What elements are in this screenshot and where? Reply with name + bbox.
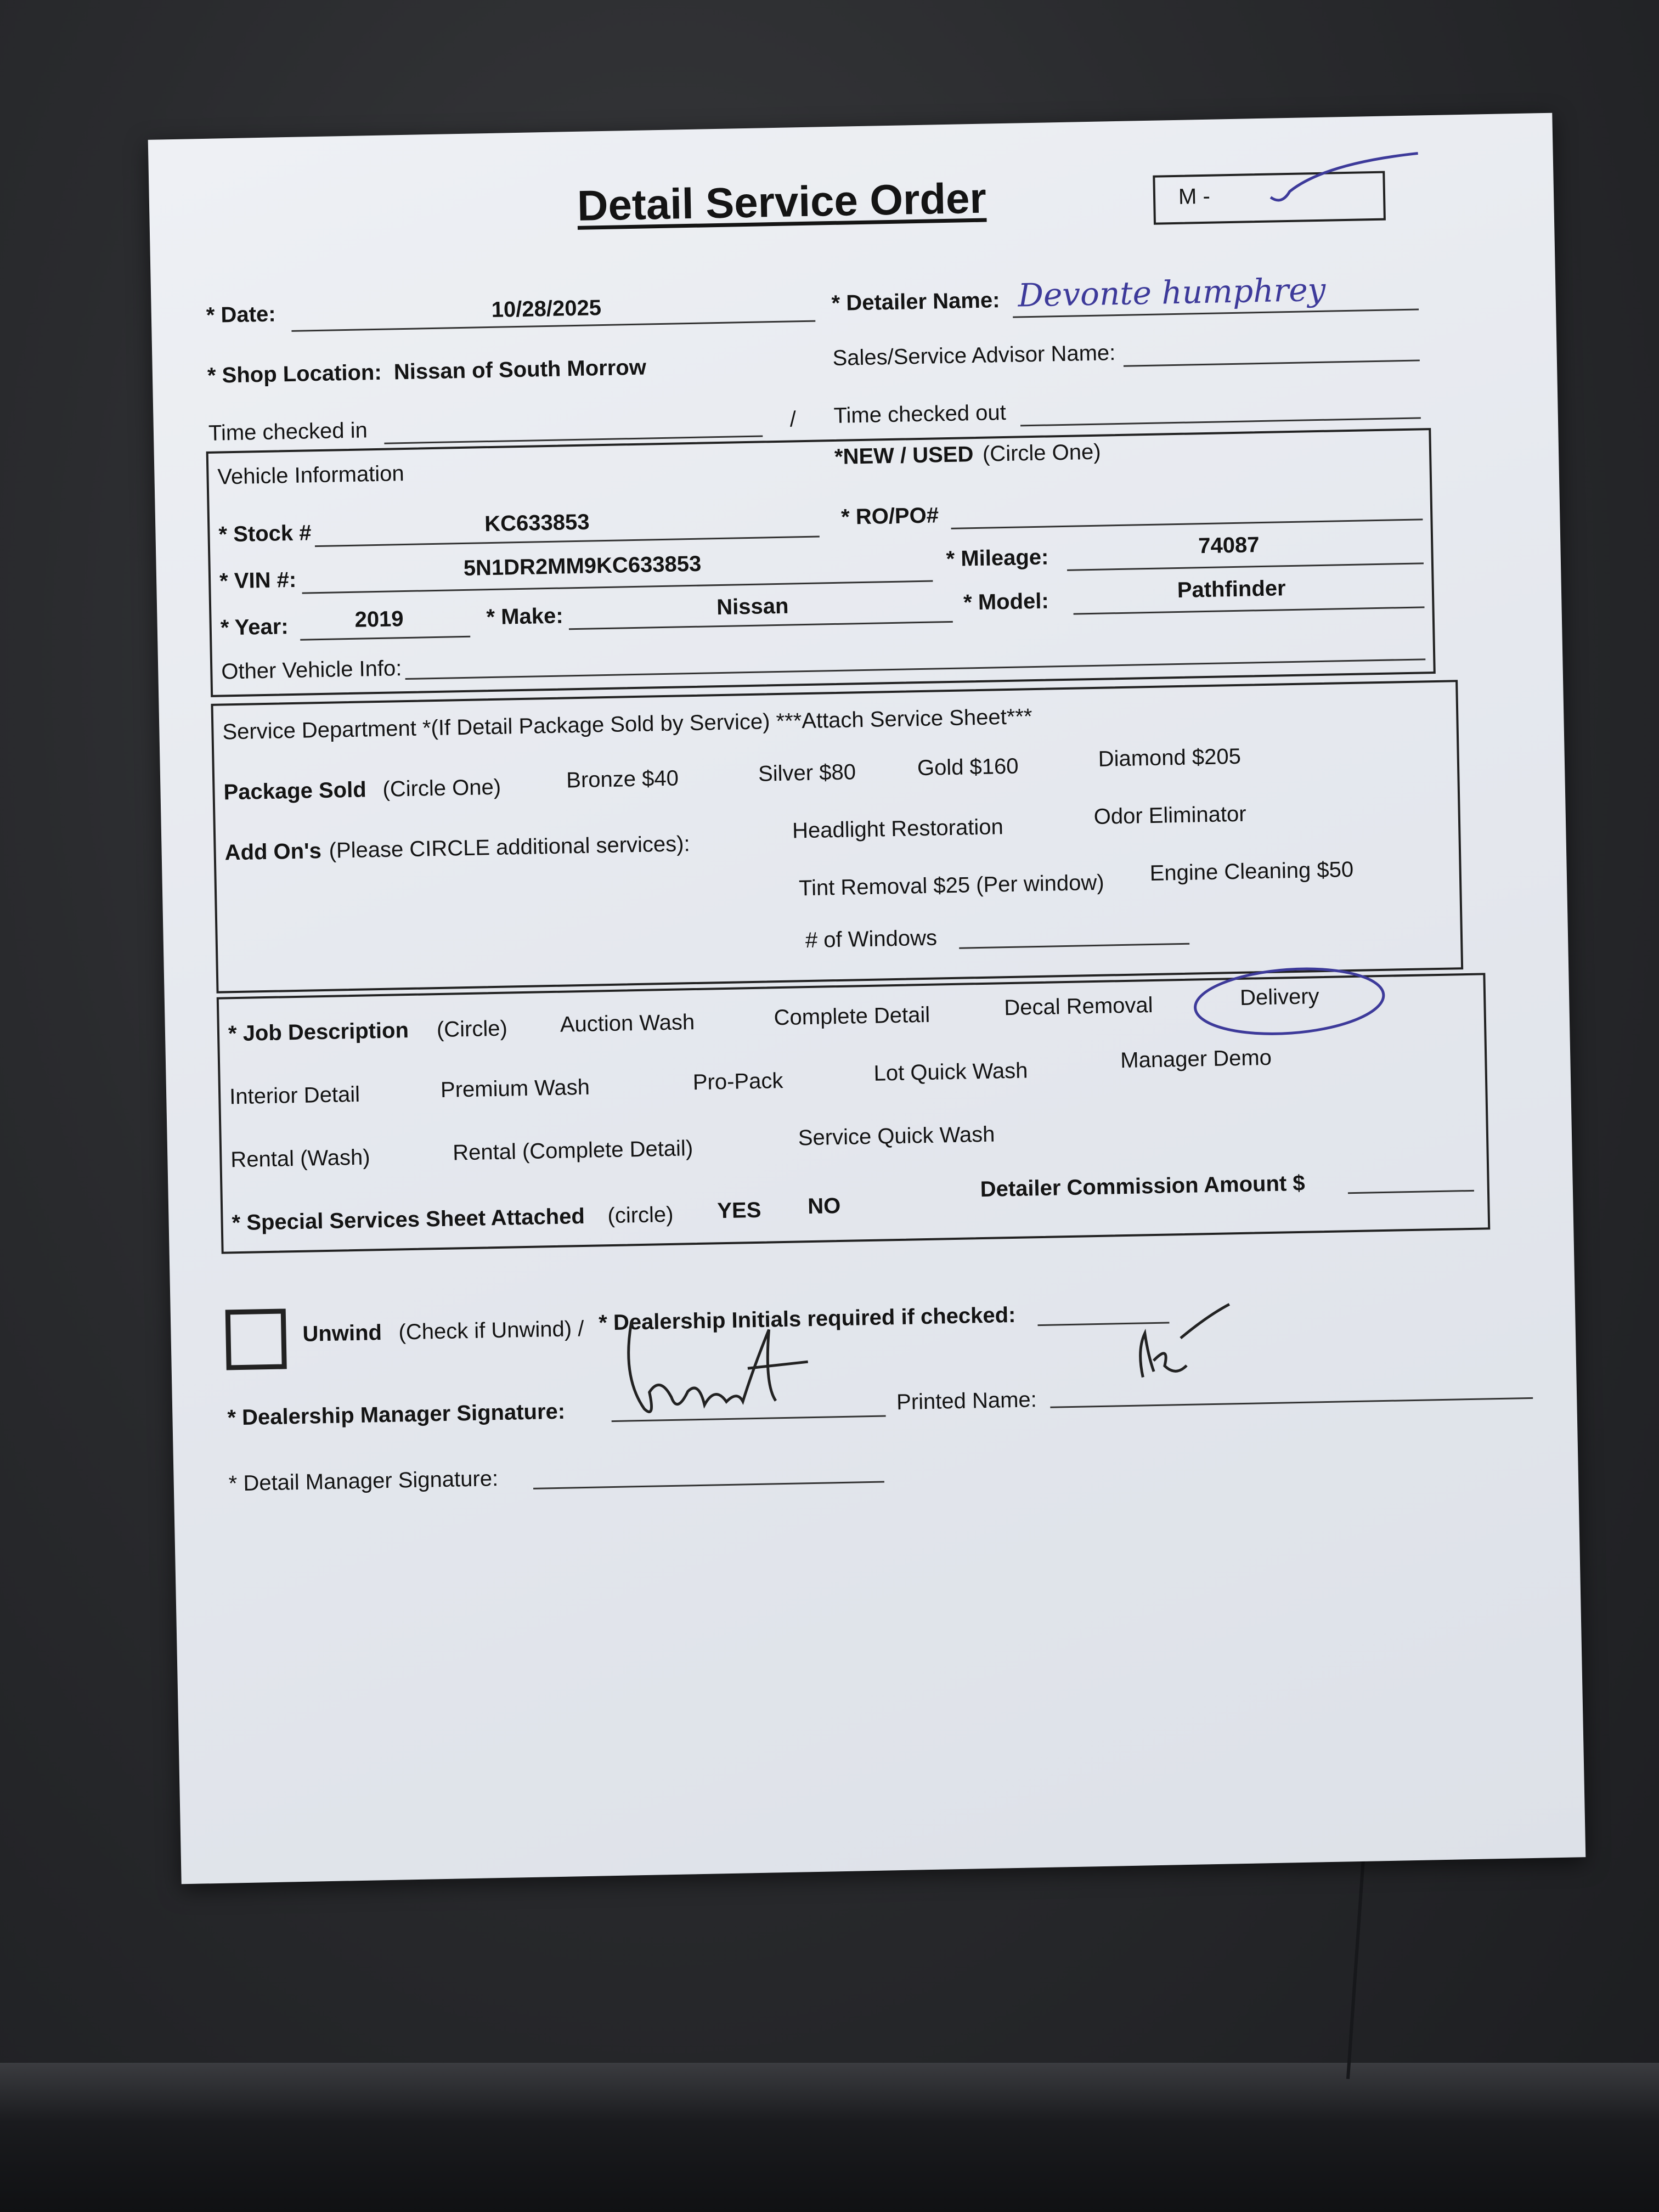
job-rental-complete[interactable]: Rental (Complete Detail) xyxy=(452,1136,693,1165)
job-auction-wash[interactable]: Auction Wash xyxy=(560,1010,695,1037)
job-rental-wash[interactable]: Rental (Wash) xyxy=(230,1145,370,1172)
addon-odor[interactable]: Odor Eliminator xyxy=(1093,802,1246,829)
special-no[interactable]: NO xyxy=(807,1193,841,1219)
make-value[interactable]: Nissan xyxy=(716,594,789,620)
stock-label: * Stock # xyxy=(218,521,312,547)
special-services-label: * Special Services Sheet Attached xyxy=(232,1204,585,1235)
date-line xyxy=(291,320,815,332)
package-hint: (Circle One) xyxy=(382,775,501,802)
package-diamond[interactable]: Diamond $205 xyxy=(1098,744,1242,771)
package-silver[interactable]: Silver $80 xyxy=(758,760,856,786)
detail-sig-line[interactable] xyxy=(533,1481,884,1489)
printed-name-scribble xyxy=(1114,1293,1236,1394)
time-out-line[interactable] xyxy=(1020,417,1421,426)
printed-name-line[interactable] xyxy=(1050,1397,1533,1408)
new-used-hint: (Circle One) xyxy=(982,439,1101,466)
new-used-label[interactable]: *NEW / USED xyxy=(834,442,974,469)
special-yes[interactable]: YES xyxy=(716,1198,761,1223)
vin-value[interactable]: 5N1DR2MM9KC633853 xyxy=(463,551,702,580)
printed-name-label: Printed Name: xyxy=(896,1387,1037,1415)
model-value[interactable]: Pathfinder xyxy=(1177,576,1286,602)
package-bronze[interactable]: Bronze $40 xyxy=(566,766,679,793)
job-lot-quick-wash[interactable]: Lot Quick Wash xyxy=(873,1058,1028,1086)
advisor-label: Sales/Service Advisor Name: xyxy=(832,341,1116,370)
dealer-sig-label: * Dealership Manager Signature: xyxy=(227,1399,566,1430)
stock-value[interactable]: KC633853 xyxy=(484,510,590,537)
time-slash: / xyxy=(789,407,797,432)
unwind-checkbox[interactable] xyxy=(225,1308,287,1370)
detail-sig-label: * Detail Manager Signature: xyxy=(228,1466,499,1496)
m-box-label: M - xyxy=(1178,184,1211,209)
addon-engine[interactable]: Engine Cleaning $50 xyxy=(1149,857,1354,886)
check-mark-icon xyxy=(1259,150,1425,219)
windows-label: # of Windows xyxy=(805,926,938,953)
package-label: Package Sold xyxy=(223,777,367,805)
m-box[interactable] xyxy=(1153,171,1386,225)
job-manager-demo[interactable]: Manager Demo xyxy=(1120,1045,1272,1073)
shop-label: * Shop Location: xyxy=(207,360,382,388)
table-crease xyxy=(1346,1827,1367,2079)
delivery-circle-mark xyxy=(1184,956,1395,1047)
model-label: * Model: xyxy=(963,589,1049,615)
unwind-label: Unwind xyxy=(302,1321,382,1346)
job-complete-detail[interactable]: Complete Detail xyxy=(774,1002,930,1030)
table-edge xyxy=(0,2063,1659,2212)
job-service-quick-wash[interactable]: Service Quick Wash xyxy=(798,1122,995,1150)
addons-label: Add On's xyxy=(224,839,322,865)
other-info-label: Other Vehicle Info: xyxy=(221,656,402,684)
service-order-sheet xyxy=(148,113,1586,1884)
job-hint: (Circle) xyxy=(436,1016,508,1042)
mileage-value[interactable]: 74087 xyxy=(1198,533,1260,558)
special-services-hint: (circle) xyxy=(607,1202,674,1228)
year-label: * Year: xyxy=(220,614,289,640)
mileage-label: * Mileage: xyxy=(946,545,1049,572)
detailer-label: * Detailer Name: xyxy=(831,288,1000,315)
detailer-value[interactable]: Devonte humphrey xyxy=(1017,270,1326,314)
time-out-label: Time checked out xyxy=(833,400,1007,428)
unwind-hint: (Check if Unwind) / xyxy=(398,1317,584,1345)
addons-hint: (Please CIRCLE additional services): xyxy=(329,832,690,863)
job-label: * Job Description xyxy=(228,1018,409,1046)
addon-tint[interactable]: Tint Removal $25 (Per window) xyxy=(798,870,1104,901)
date-value[interactable]: 10/28/2025 xyxy=(491,296,602,322)
package-gold[interactable]: Gold $160 xyxy=(917,754,1019,781)
job-interior-detail[interactable]: Interior Detail xyxy=(229,1082,360,1109)
commission-label: Detailer Commission Amount $ xyxy=(980,1171,1305,1202)
advisor-line[interactable] xyxy=(1124,359,1420,366)
date-label: * Date: xyxy=(206,302,276,328)
make-label: * Make: xyxy=(486,603,563,630)
job-delivery[interactable]: Delivery xyxy=(1239,984,1319,1010)
addon-headlight[interactable]: Headlight Restoration xyxy=(792,815,1004,843)
vin-label: * VIN #: xyxy=(219,567,297,594)
job-pro-pack[interactable]: Pro-Pack xyxy=(692,1068,783,1095)
shop-value[interactable]: Nissan of South Morrow xyxy=(393,355,647,385)
job-decal-removal[interactable]: Decal Removal xyxy=(1003,992,1153,1020)
year-value[interactable]: 2019 xyxy=(354,607,404,632)
vehicle-section-label: Vehicle Information xyxy=(217,461,405,489)
job-premium-wash[interactable]: Premium Wash xyxy=(440,1075,590,1102)
service-header: Service Department *(If Detail Package Sold by Service) ***Attach Service Sheet*** xyxy=(222,704,1032,744)
dealer-signature-scribble xyxy=(610,1306,831,1426)
form-title: Detail Service Order xyxy=(577,173,987,230)
ro-label: * RO/PO# xyxy=(840,503,939,529)
time-in-label: Time checked in xyxy=(208,418,368,445)
initials-label: * Dealership Initials required if checked: xyxy=(598,1302,1016,1335)
